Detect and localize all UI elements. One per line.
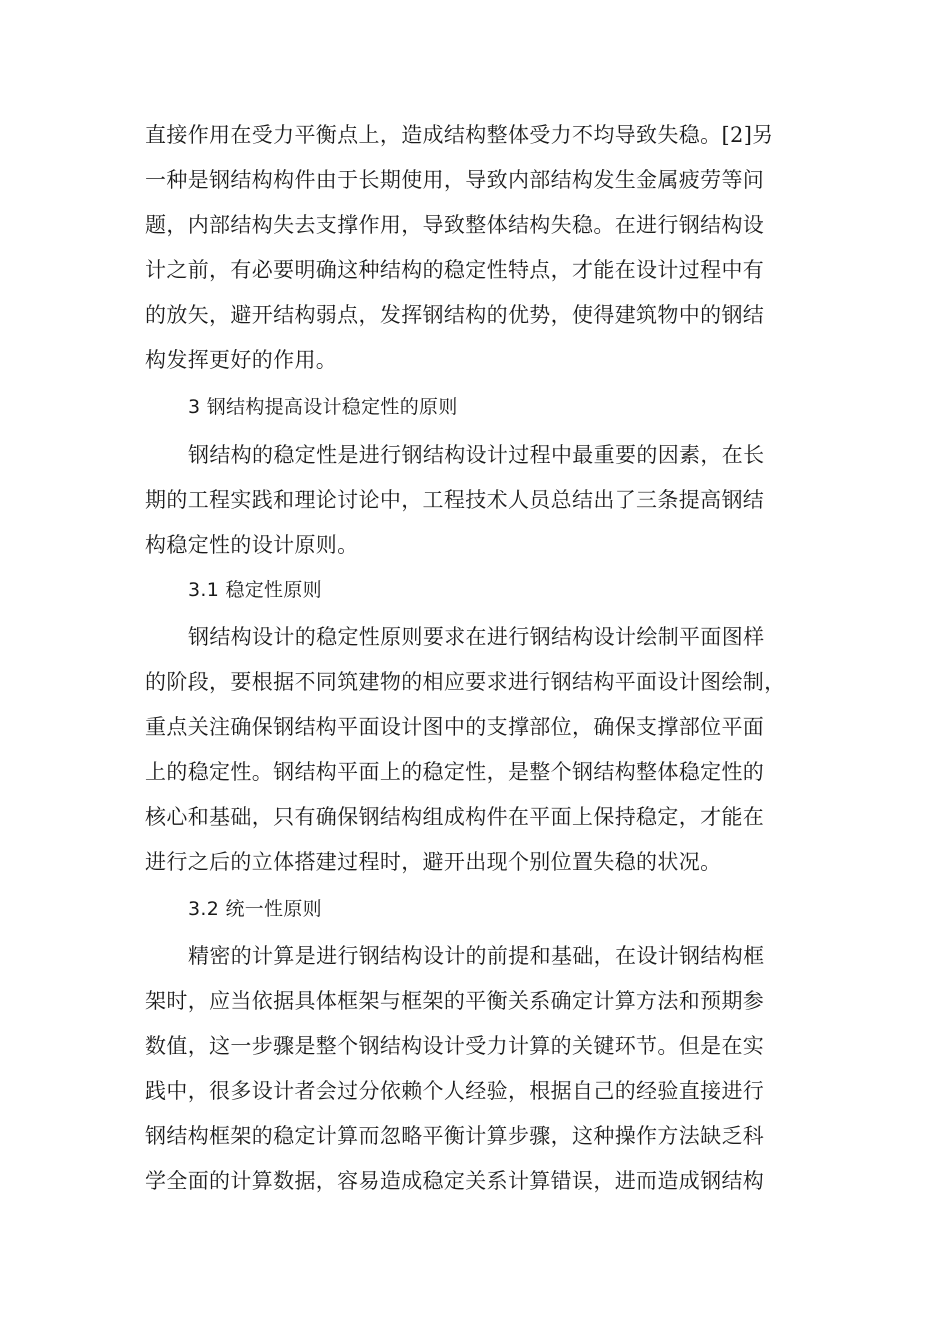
paragraph-line: 重点关注确保钢结构平面设计图中的支撑部位，确保支撑部位平面 bbox=[145, 715, 765, 739]
subsection-heading: 3.1 稳定性原则 bbox=[188, 579, 322, 601]
paragraph-line: 钢结构框架的稳定计算而忽略平衡计算步骤，这种操作方法缺乏科 bbox=[145, 1124, 765, 1148]
paragraph-line: 的阶段，要根据不同筑建物的相应要求进行钢结构平面设计图绘制， bbox=[145, 670, 786, 694]
paragraph-line: 精密的计算是进行钢结构设计的前提和基础，在设计钢结构框 bbox=[188, 944, 765, 968]
paragraph-line: 期的工程实践和理论讨论中，工程技术人员总结出了三条提高钢结 bbox=[145, 488, 765, 512]
paragraph-line: 构稳定性的设计原则。 bbox=[145, 533, 359, 557]
paragraph-line: 一种是钢结构构件由于长期使用，导致内部结构发生金属疲劳等问 bbox=[145, 168, 765, 192]
paragraph-line: 进行之后的立体搭建过程时，避开出现个别位置失稳的状况。 bbox=[145, 850, 722, 874]
subsection-heading: 3.2 统一性原则 bbox=[188, 898, 322, 920]
paragraph-line: 直接作用在受力平衡点上，造成结构整体受力不均导致失稳。[2]另 bbox=[145, 123, 774, 147]
paragraph-line: 题，内部结构失去支撑作用，导致整体结构失稳。在进行钢结构设 bbox=[145, 213, 765, 237]
paragraph-line: 数值，这一步骤是整个钢结构设计受力计算的关键环节。但是在实 bbox=[145, 1034, 765, 1058]
paragraph-line: 践中，很多设计者会过分依赖个人经验，根据自己的经验直接进行 bbox=[145, 1079, 765, 1103]
paragraph-line: 学全面的计算数据，容易造成稳定关系计算错误，进而造成钢结构 bbox=[145, 1169, 765, 1193]
paragraph-line: 钢结构设计的稳定性原则要求在进行钢结构设计绘制平面图样 bbox=[188, 625, 765, 649]
paragraph-line: 构发挥更好的作用。 bbox=[145, 348, 338, 372]
paragraph-line: 钢结构的稳定性是进行钢结构设计过程中最重要的因素，在长 bbox=[188, 443, 765, 467]
paragraph-line: 计之前，有必要明确这种结构的稳定性特点，才能在设计过程中有 bbox=[145, 258, 765, 282]
paragraph-line: 上的稳定性。钢结构平面上的稳定性，是整个钢结构整体稳定性的 bbox=[145, 760, 765, 784]
paragraph-line: 核心和基础，只有确保钢结构组成构件在平面上保持稳定，才能在 bbox=[145, 805, 765, 829]
section-heading: 3 钢结构提高设计稳定性的原则 bbox=[188, 396, 458, 418]
paragraph-line: 的放矢，避开结构弱点，发挥钢结构的优势，使得建筑物中的钢结 bbox=[145, 303, 765, 327]
paragraph-line: 架时，应当依据具体框架与框架的平衡关系确定计算方法和预期参 bbox=[145, 989, 765, 1013]
